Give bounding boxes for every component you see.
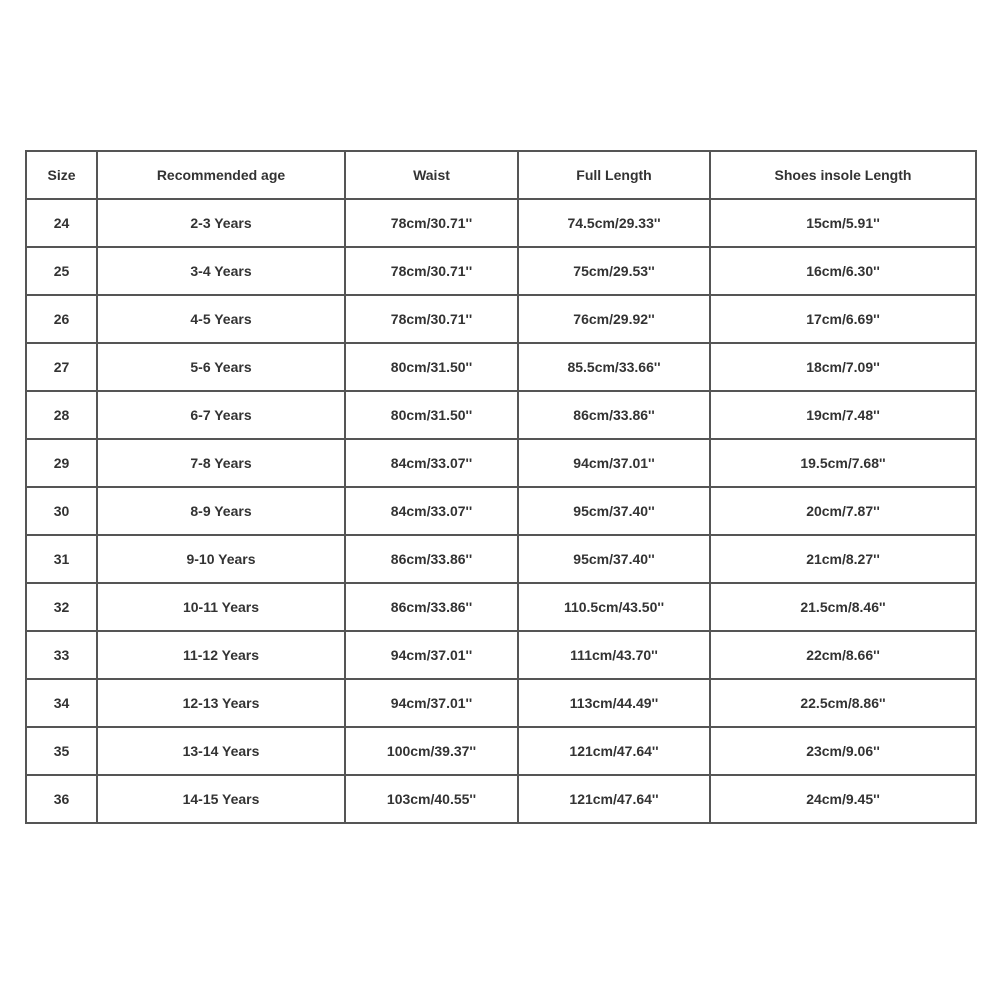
cell-shoes-insole-length: 19.5cm/7.68'' <box>710 439 976 487</box>
cell-recommended-age: 13-14 Years <box>97 727 345 775</box>
cell-recommended-age: 12-13 Years <box>97 679 345 727</box>
cell-full-length: 113cm/44.49'' <box>518 679 710 727</box>
table-row <box>26 535 976 583</box>
cell-recommended-age: 4-5 Years <box>97 295 345 343</box>
cell-full-length: 85.5cm/33.66'' <box>518 343 710 391</box>
cell-size: 28 <box>26 391 97 439</box>
cell-size: 34 <box>26 679 97 727</box>
table-row <box>26 583 976 631</box>
table-row <box>26 487 976 535</box>
cell-waist: 94cm/37.01'' <box>345 679 518 727</box>
cell-full-length: 121cm/47.64'' <box>518 727 710 775</box>
cell-size: 29 <box>26 439 97 487</box>
cell-shoes-insole-length: 22.5cm/8.86'' <box>710 679 976 727</box>
table-row <box>26 727 976 775</box>
cell-shoes-insole-length: 24cm/9.45'' <box>710 775 976 823</box>
cell-recommended-age: 11-12 Years <box>97 631 345 679</box>
header-shoes-insole-length: Shoes insole Length <box>710 151 976 199</box>
cell-size: 36 <box>26 775 97 823</box>
cell-size: 31 <box>26 535 97 583</box>
cell-shoes-insole-length: 19cm/7.48'' <box>710 391 976 439</box>
cell-size: 33 <box>26 631 97 679</box>
header-full-length: Full Length <box>518 151 710 199</box>
table-row <box>26 391 976 439</box>
cell-recommended-age: 9-10 Years <box>97 535 345 583</box>
cell-shoes-insole-length: 21.5cm/8.46'' <box>710 583 976 631</box>
cell-waist: 86cm/33.86'' <box>345 583 518 631</box>
cell-shoes-insole-length: 15cm/5.91'' <box>710 199 976 247</box>
header-row <box>26 151 976 199</box>
cell-size: 35 <box>26 727 97 775</box>
cell-size: 25 <box>26 247 97 295</box>
cell-full-length: 111cm/43.70'' <box>518 631 710 679</box>
cell-size: 26 <box>26 295 97 343</box>
cell-size: 24 <box>26 199 97 247</box>
cell-shoes-insole-length: 18cm/7.09'' <box>710 343 976 391</box>
cell-full-length: 76cm/29.92'' <box>518 295 710 343</box>
header-recommended-age: Recommended age <box>97 151 345 199</box>
cell-waist: 103cm/40.55'' <box>345 775 518 823</box>
cell-recommended-age: 10-11 Years <box>97 583 345 631</box>
cell-waist: 80cm/31.50'' <box>345 391 518 439</box>
header-waist: Waist <box>345 151 518 199</box>
table-row <box>26 199 976 247</box>
cell-full-length: 75cm/29.53'' <box>518 247 710 295</box>
cell-recommended-age: 3-4 Years <box>97 247 345 295</box>
cell-full-length: 94cm/37.01'' <box>518 439 710 487</box>
size-chart-table <box>25 150 977 824</box>
cell-waist: 84cm/33.07'' <box>345 439 518 487</box>
cell-size: 27 <box>26 343 97 391</box>
cell-waist: 78cm/30.71'' <box>345 199 518 247</box>
cell-waist: 86cm/33.86'' <box>345 535 518 583</box>
cell-recommended-age: 7-8 Years <box>97 439 345 487</box>
cell-waist: 84cm/33.07'' <box>345 487 518 535</box>
cell-shoes-insole-length: 20cm/7.87'' <box>710 487 976 535</box>
cell-full-length: 95cm/37.40'' <box>518 535 710 583</box>
table-row <box>26 247 976 295</box>
table-row <box>26 679 976 727</box>
table-row <box>26 295 976 343</box>
cell-recommended-age: 2-3 Years <box>97 199 345 247</box>
cell-recommended-age: 14-15 Years <box>97 775 345 823</box>
cell-recommended-age: 5-6 Years <box>97 343 345 391</box>
cell-full-length: 86cm/33.86'' <box>518 391 710 439</box>
cell-waist: 80cm/31.50'' <box>345 343 518 391</box>
cell-waist: 78cm/30.71'' <box>345 247 518 295</box>
table-header <box>26 151 976 199</box>
cell-waist: 94cm/37.01'' <box>345 631 518 679</box>
cell-shoes-insole-length: 23cm/9.06'' <box>710 727 976 775</box>
cell-size: 30 <box>26 487 97 535</box>
cell-full-length: 95cm/37.40'' <box>518 487 710 535</box>
header-size: Size <box>26 151 97 199</box>
cell-waist: 100cm/39.37'' <box>345 727 518 775</box>
table-row <box>26 631 976 679</box>
cell-full-length: 110.5cm/43.50'' <box>518 583 710 631</box>
table-row <box>26 775 976 823</box>
cell-full-length: 74.5cm/29.33'' <box>518 199 710 247</box>
table-body <box>26 199 976 823</box>
cell-recommended-age: 6-7 Years <box>97 391 345 439</box>
cell-waist: 78cm/30.71'' <box>345 295 518 343</box>
cell-shoes-insole-length: 17cm/6.69'' <box>710 295 976 343</box>
cell-size: 32 <box>26 583 97 631</box>
table-row <box>26 439 976 487</box>
cell-shoes-insole-length: 22cm/8.66'' <box>710 631 976 679</box>
table-row <box>26 343 976 391</box>
cell-recommended-age: 8-9 Years <box>97 487 345 535</box>
cell-full-length: 121cm/47.64'' <box>518 775 710 823</box>
cell-shoes-insole-length: 16cm/6.30'' <box>710 247 976 295</box>
cell-shoes-insole-length: 21cm/8.27'' <box>710 535 976 583</box>
